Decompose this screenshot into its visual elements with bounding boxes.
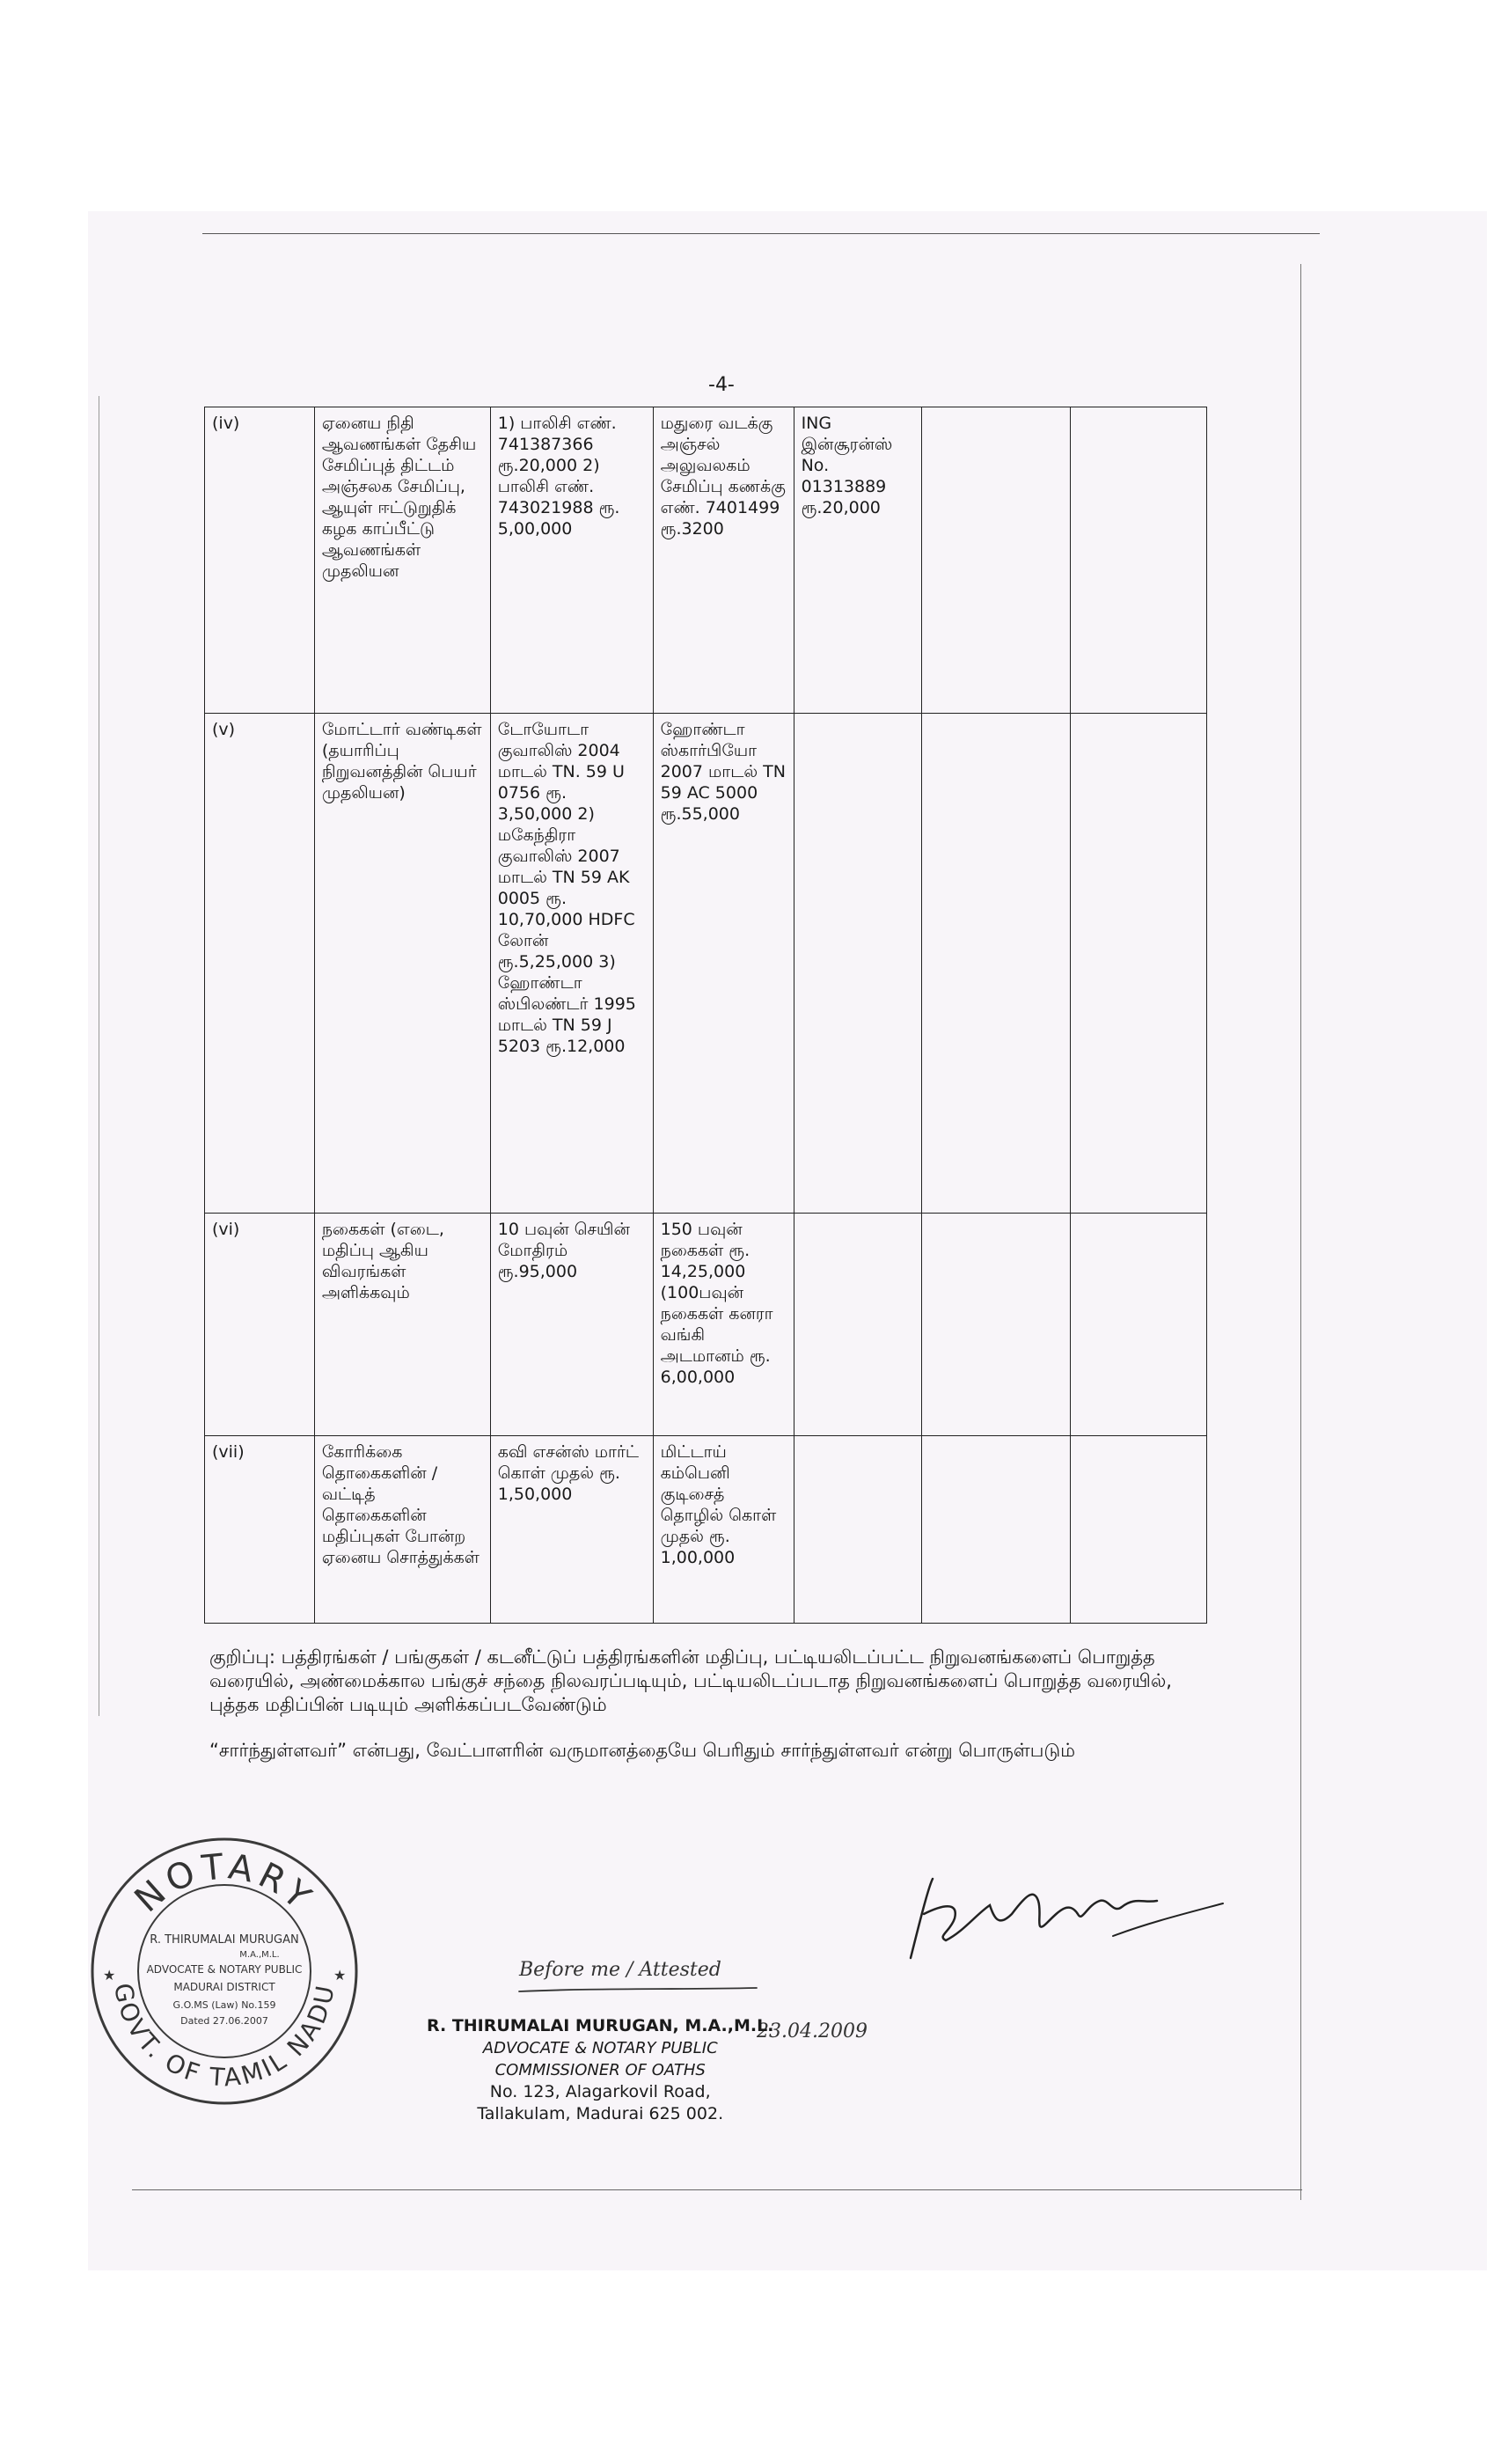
cell-dependent-2 [921,1436,1071,1624]
row-number: (iv) [205,407,315,714]
cell-dependent-2 [921,407,1071,714]
row-description: கோரிக்கை தொகைகளின் / வட்டித் தொகைகளின் மதிப்புகள் போன்ற ஏனைய சொத்துக்கள் [314,1436,490,1624]
row-description: நகைகள் (எடை, மதிப்பு ஆகிய விவரங்கள் அளிக்கவும் [314,1214,490,1436]
row-description: ஏனைய நிதி ஆவணங்கள் தேசிய சேமிப்புத் திட்டம் அஞ்சலக சேமிப்பு, ஆயுள் ஈட்டுறுதிக் கழக காப்பீட்டு ஆவணங்கள் முதலியன [314,407,490,714]
cell-dependent-1 [794,1214,921,1436]
stamp-commissioner: COMMISSIONER OF OATHS [494,2061,706,2079]
row-number: (vi) [205,1214,315,1436]
seal-district: MADURAI DISTRICT [173,1981,275,1993]
seal-order: G.O.MS (Law) No.159 [172,1999,276,2011]
attestation-text: Before me / Attested [519,1959,721,1981]
table-row [205,407,1207,714]
cell-spouse: 150 பவுன் நகைகள் ரூ. 14,25,000 (100பவுன் நகைகள் கனரா வங்கி அடமானம் ரூ. 6,00,000 [653,1214,794,1436]
note-text: குறிப்பு: பத்திரங்கள் / பங்குகள் / கடனீட்டுப் பத்திரங்களின் மதிப்பு, பட்டியலிடப்பட்ட நிறுவனங்களைப் பொறுத்த வரையில், அண்மைக்கால பங்குச் சந்தை நிலவரப்படியும், பட்டியலிடப்படாத நிறுவனங்களைப் பொறுத்த வரையில், புத்தக மதிப்பின் படியும் அளிக்கப்படவேண்டும் [209,1646,1172,1715]
stamp-address-line1: No. 123, Alagarkovil Road, [489,2082,711,2101]
table-row [205,1214,1207,1436]
seal-role: ADVOCATE & NOTARY PUBLIC [146,1963,303,1976]
seal-star-icon: ★ [333,1967,347,1984]
sheet-top-edge [202,233,1320,234]
cell-dependent-3 [1071,407,1207,714]
cell-dependent-2 [921,714,1071,1214]
notary-seal [84,1830,365,2112]
sheet-right-edge [1300,264,1301,2200]
row-number: (v) [205,714,315,1214]
seal-bottom-text: GOVT. OF TAMIL NADU [107,1980,340,2093]
dependent-definition: “சார்ந்துள்ளவர்” என்பது, வேட்பாளரின் வருமானத்தையே பெரிதும் சார்ந்துள்ளவர் என்று பொருள்படும் [209,1740,1076,1761]
seal-top-text: NOTARY [127,1846,322,1921]
cell-dependent-3 [1071,1436,1207,1624]
sheet-bottom-edge [132,2189,1302,2190]
cell-spouse: மதுரை வடக்கு அஞ்சல் அலுவலகம் சேமிப்பு கணக்கு எண். 7401499 ரூ.3200 [653,407,794,714]
stamp-role: ADVOCATE & NOTARY PUBLIC [482,2039,718,2057]
cell-spouse: மிட்டாய் கம்பெனி குடிசைத் தொழில் கொள் முதல் ரூ. 1,00,000 [653,1436,794,1624]
table-row [205,714,1207,1214]
page-number: -4- [708,374,735,396]
cell-candidate: 1) பாலிசி எண். 741387366 ரூ.20,000 2) பாலிசி எண். 743021988 ரூ. 5,00,000 [490,407,653,714]
seal-dated: Dated 27.06.2007 [180,2015,268,2027]
cell-dependent-1 [794,1436,921,1624]
cell-candidate: 10 பவுன் செயின் மோதிரம் ரூ.95,000 [490,1214,653,1436]
cell-candidate: டோயோடா குவாலிஸ் 2004 மாடல் TN. 59 U 0756 ரூ. 3,50,000 2) மகேந்திரா குவாலிஸ் 2007 மாடல் TN 59 AK 0005 ரூ. 10,70,000 HDFC லோன் ரூ.5,25,000 3) ஹோண்டா ஸ்பிலண்டர் 1995 மாடல் TN 59 J 5203 ரூ.12,000 [490,714,653,1214]
cell-dependent-1: ING இன்சூரன்ஸ் No. 01313889 ரூ.20,000 [794,407,921,714]
seal-degree: M.A.,M.L. [239,1950,280,1960]
row-number: (vii) [205,1436,315,1624]
cell-spouse: ஹோண்டா ஸ்கார்பியோ 2007 மாடல் TN 59 AC 5000 ரூ.55,000 [653,714,794,1214]
seal-name: R. THIRUMALAI MURUGAN [150,1933,299,1947]
cell-dependent-1 [794,714,921,1214]
attestation-date: 23.04.2009 [757,2020,868,2042]
seal-star-icon: ★ [103,1967,116,1984]
notary-stamp [427,2015,773,2125]
cell-candidate: கவி எசன்ஸ் மார்ட் கொள் முதல் ரூ. 1,50,000 [490,1436,653,1624]
cell-dependent-2 [921,1214,1071,1436]
stamp-address-line2: Tallakulam, Madurai 625 002. [477,2104,724,2123]
cell-dependent-3 [1071,1214,1207,1436]
cell-dependent-3 [1071,714,1207,1214]
assets-table [204,407,1207,1624]
row-description: மோட்டார் வண்டிகள் (தயாரிப்பு நிறுவனத்தின் பெயர் முதலியன) [314,714,490,1214]
stamp-name: R. THIRUMALAI MURUGAN, M.A.,M.L. [427,2016,774,2035]
table-row [205,1436,1207,1624]
footnote [209,1646,1212,1763]
